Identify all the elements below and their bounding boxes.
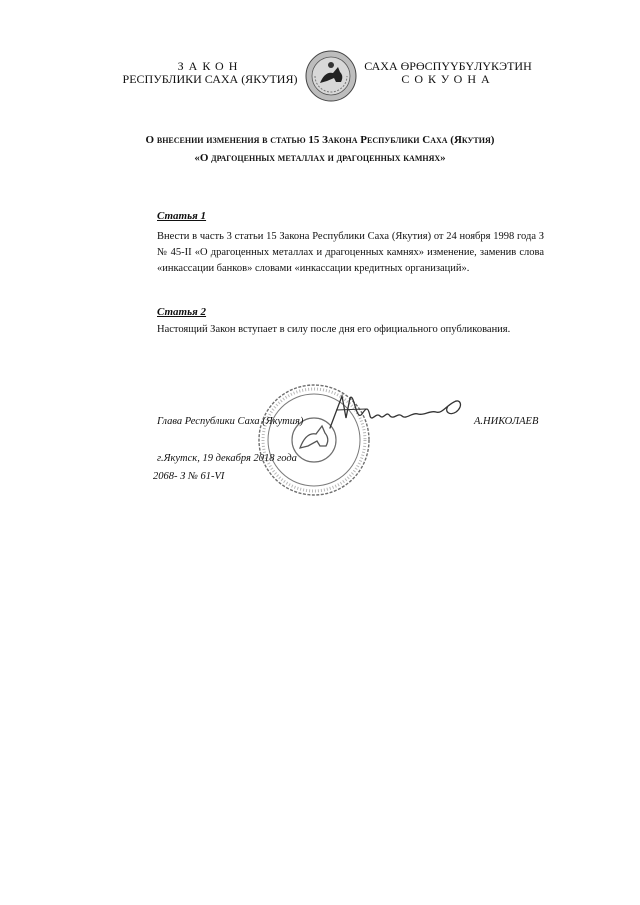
document-title: О внесении изменения в статью 15 Закона Республики Саха (Якутия) [145, 134, 495, 146]
republic-name-ru: РЕСПУБЛИКИ САХА (ЯКУТИЯ) [122, 72, 298, 86]
republic-name-sah: САХА ӨРӨСПҮҮБҮЛҮКЭТИН [364, 59, 532, 73]
article-1-heading: Статья 1 [157, 210, 207, 222]
law-number: 2068- З № 61-VI [153, 471, 225, 482]
article-1-text: Внести в часть 3 статьи 15 Закона Республики Саха (Якутия) от 24 ноября 1998 года З № 45-II «О драгоценных металлах и драгоценных камнях» изменение, заменив слова «инкассации банков» словами «инкассации кредитных организаций». [157, 231, 544, 274]
signatory-name: А.НИКОЛАЕВ [474, 416, 539, 427]
document-subtitle: «О драгоценных металлах и драгоценных камнях» [194, 152, 446, 164]
header-right [360, 60, 536, 86]
article-2-text: Настоящий Закон вступает в силу после дня его официального опубликования. [157, 324, 511, 335]
header-left [112, 60, 308, 86]
article-2-heading: Статья 2 [157, 306, 207, 318]
signatory-title: Глава Республики Саха (Якутия) [157, 416, 304, 427]
law-title-ru: ЗАКОН [177, 59, 243, 73]
republic-emblem-icon [305, 50, 357, 102]
law-title-sah: СОКУОНА [401, 72, 495, 86]
place-and-date: г.Якутск, 19 декабря 2018 года [157, 453, 297, 464]
handwritten-signature-icon [326, 388, 472, 436]
